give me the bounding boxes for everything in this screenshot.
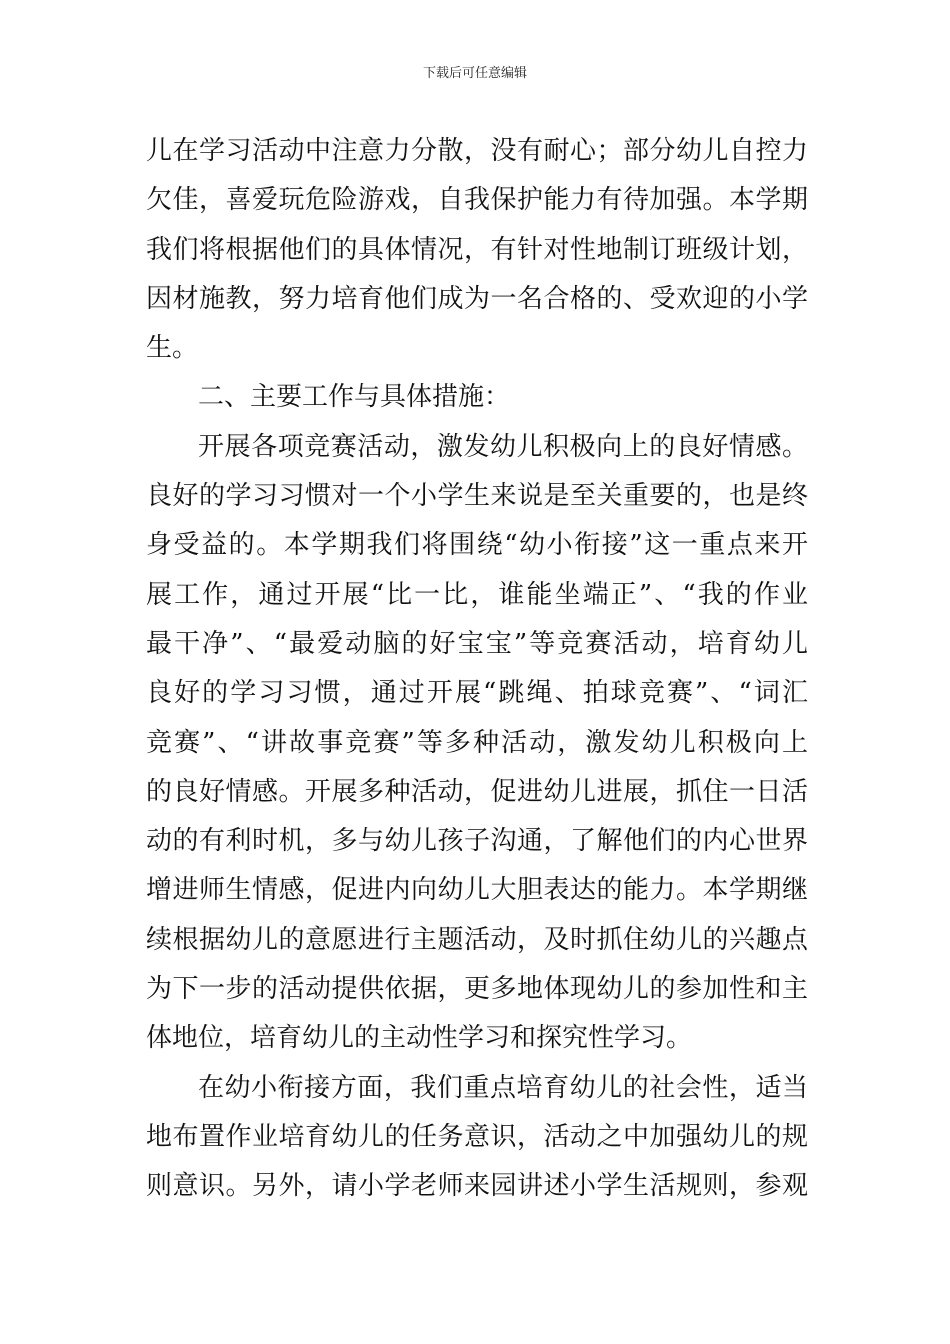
- text-line: 因材施教，努力培育他们成为一名合格的、受欢迎的小学: [146, 283, 808, 314]
- text-line: 地布置作业培育幼儿的任务意识，活动之中加强幼儿的规: [146, 1121, 808, 1152]
- text-line: 则意识。另外，请小学老师来园讲述小学生活规则，参观: [146, 1171, 808, 1202]
- text-line: 的良好情感。开展多种活动，促进幼儿进展，抓住一日活: [146, 776, 808, 807]
- text-line: 开展各项竞赛活动，激发幼儿积极向上的良好情感。: [198, 431, 808, 462]
- text-line: 良好的学习习惯，通过开展“跳绳、拍球竞赛”、“词汇: [146, 678, 808, 709]
- text-line: 良好的学习习惯对一个小学生来说是至关重要的，也是终: [146, 481, 808, 512]
- text-line: 竞赛”、“讲故事竞赛”等多种活动，激发幼儿积极向上: [146, 727, 808, 758]
- text-line: 儿在学习活动中注意力分散，没有耐心；部分幼儿自控力: [146, 136, 808, 166]
- text-line: 动的有利时机，多与幼儿孩子沟通，了解他们的内心世界: [146, 826, 808, 857]
- page-header: 下载后可任意编辑: [422, 66, 527, 81]
- text-line: 身受益的。本学期我们将围绕“幼小衔接”这一重点来开: [146, 530, 808, 561]
- document-body: [146, 127, 808, 1212]
- text-line: 续根据幼儿的意愿进行主题活动，及时抓住幼儿的兴趣点: [146, 924, 808, 955]
- text-line: 我们将根据他们的具体情况，有针对性地制订班级计划，: [146, 234, 808, 265]
- text-line: 生。: [146, 333, 199, 364]
- text-line: 增进师生情感，促进内向幼儿大胆表达的能力。本学期继: [146, 875, 808, 906]
- text-line: 展工作，通过开展“比一比，谁能坐端正”、“我的作业: [146, 579, 808, 610]
- text-line: 欠佳，喜爱玩危险游戏，自我保护能力有待加强。本学期: [146, 185, 808, 216]
- text-line: 最干净”、“最爱动脑的好宝宝”等竞赛活动，培育幼儿: [146, 628, 808, 659]
- text-line: 在幼小衔接方面，我们重点培育幼儿的社会性，适当: [198, 1072, 808, 1103]
- text-line: 为下一步的活动提供依据，更多地体现幼儿的参加性和主: [146, 974, 808, 1005]
- text-line: 二、主要工作与具体措施：: [198, 382, 511, 413]
- text-line: 体地位，培育幼儿的主动性学习和探究性学习。: [146, 1023, 693, 1054]
